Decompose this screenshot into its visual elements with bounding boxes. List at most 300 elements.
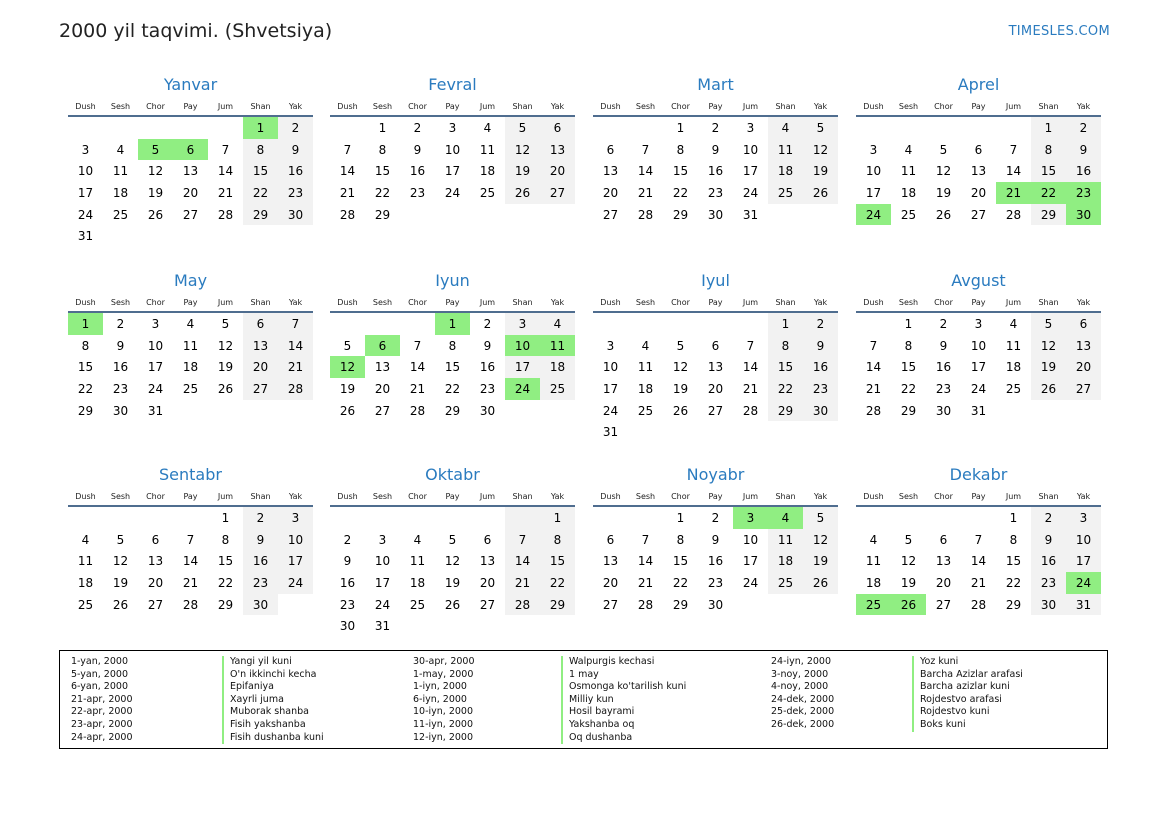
day-cell: 5 xyxy=(505,116,540,139)
month-name: Sentabr xyxy=(159,465,222,484)
day-cell: 3 xyxy=(1066,506,1101,529)
day-cell: 28 xyxy=(637,207,654,222)
legend-holiday-name: Yangi yil kuni xyxy=(222,656,292,669)
day-cell: 23 xyxy=(112,381,129,396)
day-cell: 29 xyxy=(217,597,234,612)
day-cell: 20 xyxy=(479,575,496,590)
day-cell: 2 xyxy=(803,312,838,335)
day-cell: 1 xyxy=(1031,116,1066,139)
legend-date: 1-yan, 2000 xyxy=(71,656,128,667)
weekday-header: Pay xyxy=(173,293,208,312)
day-cell: 30 xyxy=(803,400,838,422)
month-grid xyxy=(330,97,575,225)
day-cell: 16 xyxy=(409,164,426,179)
weekday-header: Pay xyxy=(961,293,996,312)
day-cell: 22 xyxy=(1005,575,1022,590)
day-cell: 15 xyxy=(217,554,234,569)
weekday-header: Dush xyxy=(593,97,628,116)
day-cell: 5 xyxy=(221,316,230,331)
day-cell: 13 xyxy=(602,164,619,179)
day-cell: 2 xyxy=(711,120,720,135)
weekday-header: Yak xyxy=(278,293,313,312)
day-cell: 6 xyxy=(243,312,278,335)
site-link[interactable]: TIMESLES.COM xyxy=(1008,24,1110,39)
empty-cell xyxy=(593,506,628,529)
day-cell: 10 xyxy=(147,338,164,353)
day-cell: 4 xyxy=(1009,316,1018,331)
day-cell: 24 xyxy=(742,185,759,200)
legend-holiday-name: Xayrli juma xyxy=(222,694,284,707)
day-cell: 19 xyxy=(935,185,952,200)
day-cell: 7 xyxy=(746,338,755,353)
day-cell: 9 xyxy=(1066,139,1101,161)
day-cell: 27 xyxy=(602,207,619,222)
day-cell: 10 xyxy=(742,532,759,547)
empty-cell xyxy=(803,204,838,226)
empty-cell xyxy=(470,506,505,529)
weekday-header: Shan xyxy=(243,97,278,116)
day-cell: 9 xyxy=(803,335,838,357)
weekday-header: Sesh xyxy=(891,293,926,312)
day-cell: 12 xyxy=(900,554,917,569)
empty-cell xyxy=(243,400,278,422)
day-cell: 15 xyxy=(540,550,575,572)
day-cell: 29 xyxy=(672,207,689,222)
month-iyul xyxy=(593,270,838,443)
weekday-header: Sesh xyxy=(365,487,400,506)
day-cell: 29 xyxy=(444,403,461,418)
day-cell: 25 xyxy=(856,594,891,616)
day-cell: 31 xyxy=(1066,594,1101,616)
legend-date: 3-noy, 2000 xyxy=(771,668,829,680)
day-cell: 1 xyxy=(540,506,575,529)
empty-cell xyxy=(400,312,435,335)
weekday-header: Shan xyxy=(768,293,803,312)
weekday-header: Sesh xyxy=(891,97,926,116)
weekday-header: Shan xyxy=(768,97,803,116)
legend-holiday-name: 1 may xyxy=(561,669,599,682)
day-cell: 4 xyxy=(904,142,913,157)
day-cell: 15 xyxy=(900,360,917,375)
day-cell: 10 xyxy=(602,360,619,375)
day-cell: 11 xyxy=(637,360,654,375)
day-cell: 23 xyxy=(339,597,356,612)
day-cell: 12 xyxy=(147,164,164,179)
weekday-header: Sesh xyxy=(365,293,400,312)
day-cell: 25 xyxy=(1005,381,1022,396)
day-cell: 7 xyxy=(869,338,878,353)
weekday-header: Shan xyxy=(505,97,540,116)
day-cell: 25 xyxy=(409,597,426,612)
day-cell: 17 xyxy=(147,360,164,375)
day-cell: 16 xyxy=(479,360,496,375)
day-cell: 1 xyxy=(435,312,470,335)
weekday-header: Chor xyxy=(926,487,961,506)
legend-date: 21-apr, 2000 xyxy=(71,693,133,705)
day-cell: 14 xyxy=(637,554,654,569)
month-name: Iyun xyxy=(435,271,470,290)
day-cell: 26 xyxy=(147,207,164,222)
day-cell: 15 xyxy=(243,160,278,182)
day-cell: 6 xyxy=(365,335,400,357)
legend-date: 5-yan, 2000 xyxy=(71,668,128,680)
day-cell: 4 xyxy=(483,120,492,135)
day-cell: 21 xyxy=(742,381,759,396)
legend-date: 24-dek, 2000 xyxy=(771,693,835,705)
empty-cell xyxy=(540,615,575,637)
day-cell: 30 xyxy=(112,403,129,418)
day-cell: 30 xyxy=(339,619,356,634)
day-cell: 12 xyxy=(330,356,365,378)
empty-cell xyxy=(996,116,1031,139)
day-cell: 16 xyxy=(243,550,278,572)
day-cell: 27 xyxy=(970,207,987,222)
empty-cell xyxy=(593,312,628,335)
empty-cell xyxy=(103,225,138,247)
empty-cell xyxy=(803,421,838,443)
weekday-header: Jum xyxy=(470,487,505,506)
day-cell: 12 xyxy=(505,139,540,161)
month-mart xyxy=(593,74,838,225)
day-cell: 19 xyxy=(339,381,356,396)
day-cell: 15 xyxy=(672,164,689,179)
day-cell: 18 xyxy=(768,160,803,182)
month-grid xyxy=(593,487,838,615)
empty-cell xyxy=(891,506,926,529)
day-cell: 27 xyxy=(479,597,496,612)
holiday-legend xyxy=(59,650,1108,749)
weekday-header: Pay xyxy=(698,97,733,116)
empty-cell xyxy=(365,506,400,529)
empty-cell xyxy=(435,615,470,637)
empty-cell xyxy=(470,204,505,226)
day-cell: 4 xyxy=(641,338,650,353)
day-cell: 12 xyxy=(1031,335,1066,357)
empty-cell xyxy=(1066,400,1101,422)
day-cell: 19 xyxy=(672,381,689,396)
day-cell: 14 xyxy=(409,360,426,375)
day-cell: 3 xyxy=(151,316,160,331)
day-cell: 11 xyxy=(182,338,199,353)
empty-cell xyxy=(138,225,173,247)
day-cell: 31 xyxy=(77,229,94,244)
day-cell: 22 xyxy=(768,378,803,400)
day-cell: 11 xyxy=(479,142,496,157)
day-cell: 5 xyxy=(676,338,685,353)
day-cell: 9 xyxy=(1031,529,1066,551)
day-cell: 24 xyxy=(278,572,313,594)
weekday-header: Jum xyxy=(470,293,505,312)
day-cell: 11 xyxy=(1005,338,1022,353)
day-cell: 18 xyxy=(182,360,199,375)
day-cell: 17 xyxy=(1066,550,1101,572)
day-cell: 24 xyxy=(505,378,540,400)
day-cell: 29 xyxy=(243,204,278,226)
day-cell: 3 xyxy=(869,142,878,157)
weekday-header: Yak xyxy=(1066,97,1101,116)
weekday-header: Sesh xyxy=(103,97,138,116)
empty-cell xyxy=(926,116,961,139)
month-name: Iyul xyxy=(701,271,730,290)
day-cell: 27 xyxy=(374,403,391,418)
empty-cell xyxy=(278,225,313,247)
day-cell: 30 xyxy=(243,594,278,616)
day-cell: 24 xyxy=(374,597,391,612)
day-cell: 3 xyxy=(448,120,457,135)
weekday-header: Yak xyxy=(540,293,575,312)
empty-cell xyxy=(540,400,575,422)
weekday-header: Dush xyxy=(856,487,891,506)
legend-holiday-name: Walpurgis kechasi xyxy=(561,656,654,669)
day-cell: 20 xyxy=(374,381,391,396)
empty-cell xyxy=(926,506,961,529)
day-cell: 6 xyxy=(483,532,492,547)
month-grid xyxy=(330,487,575,637)
empty-cell xyxy=(173,116,208,139)
legend-holiday-name: Rojdestvo kuni xyxy=(912,706,990,719)
day-cell: 17 xyxy=(742,164,759,179)
day-cell: 31 xyxy=(374,619,391,634)
day-cell: 10 xyxy=(374,554,391,569)
day-cell: 12 xyxy=(935,164,952,179)
day-cell: 23 xyxy=(1066,182,1101,204)
empty-cell xyxy=(505,204,540,226)
empty-cell xyxy=(663,421,698,443)
weekday-header: Chor xyxy=(926,293,961,312)
day-cell: 14 xyxy=(505,550,540,572)
empty-cell xyxy=(365,312,400,335)
day-cell: 11 xyxy=(865,554,882,569)
day-cell: 27 xyxy=(602,597,619,612)
empty-cell xyxy=(663,312,698,335)
day-cell: 21 xyxy=(339,185,356,200)
day-cell: 13 xyxy=(374,360,391,375)
day-cell: 9 xyxy=(343,554,352,569)
day-cell: 18 xyxy=(1005,360,1022,375)
day-cell: 11 xyxy=(900,164,917,179)
weekday-header: Shan xyxy=(1031,293,1066,312)
day-cell: 28 xyxy=(742,403,759,418)
day-cell: 21 xyxy=(217,185,234,200)
day-cell: 2 xyxy=(711,510,720,525)
weekday-header: Chor xyxy=(138,293,173,312)
day-cell: 6 xyxy=(974,142,983,157)
empty-cell xyxy=(628,506,663,529)
day-cell: 11 xyxy=(112,164,129,179)
day-cell: 14 xyxy=(970,554,987,569)
day-cell: 19 xyxy=(505,160,540,182)
day-cell: 10 xyxy=(865,164,882,179)
day-cell: 10 xyxy=(278,529,313,551)
empty-cell xyxy=(961,506,996,529)
day-cell: 21 xyxy=(996,182,1031,204)
day-cell: 14 xyxy=(742,360,759,375)
day-cell: 5 xyxy=(343,338,352,353)
legend-holiday-name: Milliy kun xyxy=(561,694,614,707)
day-cell: 1 xyxy=(378,120,387,135)
weekday-header: Sesh xyxy=(103,487,138,506)
weekday-header: Sesh xyxy=(628,293,663,312)
day-cell: 17 xyxy=(444,164,461,179)
day-cell: 13 xyxy=(707,360,724,375)
day-cell: 21 xyxy=(505,572,540,594)
day-cell: 22 xyxy=(77,381,94,396)
day-cell: 6 xyxy=(173,139,208,161)
day-cell: 21 xyxy=(637,185,654,200)
day-cell: 28 xyxy=(409,403,426,418)
day-cell: 6 xyxy=(606,142,615,157)
day-cell: 27 xyxy=(540,182,575,204)
day-cell: 20 xyxy=(602,575,619,590)
day-cell: 4 xyxy=(869,532,878,547)
day-cell: 5 xyxy=(803,506,838,529)
day-cell: 14 xyxy=(1005,164,1022,179)
day-cell: 5 xyxy=(939,142,948,157)
day-cell: 18 xyxy=(112,185,129,200)
day-cell: 10 xyxy=(77,164,94,179)
weekday-header: Jum xyxy=(208,487,243,506)
weekday-header: Chor xyxy=(400,293,435,312)
day-cell: 24 xyxy=(77,207,94,222)
day-cell: 8 xyxy=(378,142,387,157)
empty-cell xyxy=(330,506,365,529)
day-cell: 16 xyxy=(803,356,838,378)
weekday-header: Chor xyxy=(138,487,173,506)
day-cell: 19 xyxy=(444,575,461,590)
day-cell: 3 xyxy=(974,316,983,331)
day-cell: 2 xyxy=(1066,116,1101,139)
day-cell: 3 xyxy=(606,338,615,353)
empty-cell xyxy=(173,506,208,529)
month-name: Mart xyxy=(697,75,734,94)
month-name: Avgust xyxy=(951,271,1006,290)
day-cell: 15 xyxy=(672,554,689,569)
weekday-header: Pay xyxy=(698,487,733,506)
weekday-header: Pay xyxy=(435,293,470,312)
day-cell: 7 xyxy=(641,532,650,547)
day-cell: 13 xyxy=(147,554,164,569)
weekday-header: Jum xyxy=(733,293,768,312)
month-grid xyxy=(593,293,838,443)
day-cell: 17 xyxy=(278,550,313,572)
weekday-header: Dush xyxy=(330,293,365,312)
day-cell: 28 xyxy=(970,597,987,612)
day-cell: 16 xyxy=(1066,160,1101,182)
empty-cell xyxy=(330,116,365,139)
day-cell: 21 xyxy=(970,575,987,590)
empty-cell xyxy=(698,312,733,335)
day-cell: 7 xyxy=(186,532,195,547)
month-name: Oktabr xyxy=(425,465,480,484)
day-cell: 24 xyxy=(856,204,891,226)
empty-cell xyxy=(138,116,173,139)
day-cell: 25 xyxy=(900,207,917,222)
day-cell: 2 xyxy=(278,116,313,139)
day-cell: 9 xyxy=(939,338,948,353)
day-cell: 14 xyxy=(339,164,356,179)
day-cell: 4 xyxy=(768,116,803,139)
day-cell: 23 xyxy=(935,381,952,396)
day-cell: 25 xyxy=(540,378,575,400)
month-grid xyxy=(330,293,575,421)
day-cell: 18 xyxy=(637,381,654,396)
day-cell: 3 xyxy=(378,532,387,547)
day-cell: 9 xyxy=(243,529,278,551)
day-cell: 16 xyxy=(1031,550,1066,572)
weekday-header: Jum xyxy=(996,293,1031,312)
empty-cell xyxy=(208,225,243,247)
day-cell: 26 xyxy=(217,381,234,396)
day-cell: 17 xyxy=(374,575,391,590)
day-cell: 1 xyxy=(68,312,103,335)
weekday-header: Chor xyxy=(138,97,173,116)
day-cell: 9 xyxy=(413,142,422,157)
day-cell: 2 xyxy=(116,316,125,331)
day-cell: 6 xyxy=(151,532,160,547)
day-cell: 27 xyxy=(1066,378,1101,400)
empty-cell xyxy=(505,400,540,422)
day-cell: 10 xyxy=(742,142,759,157)
empty-cell xyxy=(68,506,103,529)
weekday-header: Yak xyxy=(1066,487,1101,506)
weekday-header: Jum xyxy=(996,487,1031,506)
day-cell: 18 xyxy=(479,164,496,179)
weekday-header: Chor xyxy=(663,487,698,506)
day-cell: 17 xyxy=(970,360,987,375)
day-cell: 7 xyxy=(413,338,422,353)
legend-holiday-name: Yoz kuni xyxy=(912,656,958,669)
month-name: Yanvar xyxy=(163,75,218,94)
day-cell: 28 xyxy=(278,378,313,400)
weekday-header: Dush xyxy=(68,97,103,116)
day-cell: 16 xyxy=(707,554,724,569)
empty-cell xyxy=(103,116,138,139)
empty-cell xyxy=(278,594,313,616)
day-cell: 26 xyxy=(1031,378,1066,400)
day-cell: 23 xyxy=(803,378,838,400)
legend-date: 1-may, 2000 xyxy=(413,668,474,680)
day-cell: 16 xyxy=(707,164,724,179)
day-cell: 1 xyxy=(221,510,230,525)
day-cell: 20 xyxy=(707,381,724,396)
empty-cell xyxy=(278,400,313,422)
day-cell: 2 xyxy=(1031,506,1066,529)
day-cell: 16 xyxy=(278,160,313,182)
day-cell: 28 xyxy=(1005,207,1022,222)
day-cell: 7 xyxy=(343,142,352,157)
day-cell: 5 xyxy=(116,532,125,547)
empty-cell xyxy=(400,615,435,637)
legend-holiday-name: Oq dushanba xyxy=(561,732,632,745)
day-cell: 18 xyxy=(900,185,917,200)
day-cell: 3 xyxy=(746,120,755,135)
weekday-header: Yak xyxy=(803,487,838,506)
weekday-header: Chor xyxy=(400,97,435,116)
empty-cell xyxy=(803,594,838,616)
day-cell: 10 xyxy=(1066,529,1101,551)
day-cell: 23 xyxy=(707,575,724,590)
day-cell: 10 xyxy=(970,338,987,353)
day-cell: 18 xyxy=(77,575,94,590)
weekday-header: Dush xyxy=(593,293,628,312)
day-cell: 7 xyxy=(221,142,230,157)
day-cell: 18 xyxy=(409,575,426,590)
weekday-header: Shan xyxy=(243,487,278,506)
weekday-header: Sesh xyxy=(891,487,926,506)
day-cell: 6 xyxy=(606,532,615,547)
empty-cell xyxy=(593,116,628,139)
day-cell: 19 xyxy=(900,575,917,590)
